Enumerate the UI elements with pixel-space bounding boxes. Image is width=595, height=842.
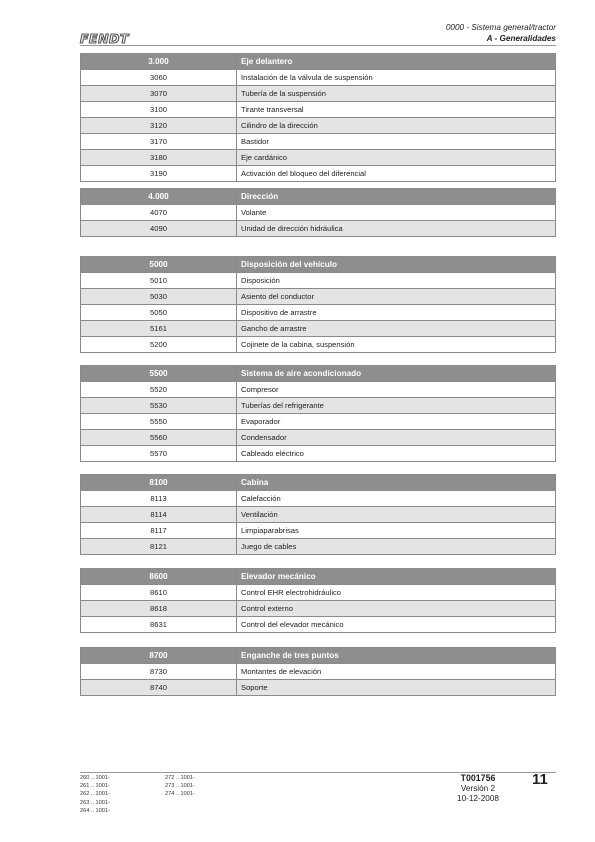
section-code: 4.000 bbox=[81, 189, 237, 205]
row-code: 5570 bbox=[81, 446, 237, 462]
row-description: Cilindro de la dirección bbox=[237, 118, 556, 134]
row-description: Control EHR electrohidráulico bbox=[237, 585, 556, 601]
row-description: Asiento del conductor bbox=[237, 289, 556, 305]
table-row bbox=[81, 221, 556, 237]
row-code: 4090 bbox=[81, 221, 237, 237]
row-code: 5050 bbox=[81, 305, 237, 321]
row-description: Bastidor bbox=[237, 134, 556, 150]
section-header-row bbox=[81, 54, 556, 70]
row-code: 8121 bbox=[81, 539, 237, 555]
table-row bbox=[81, 86, 556, 102]
row-description: Limpiaparabrisas bbox=[237, 523, 556, 539]
table-row bbox=[81, 414, 556, 430]
row-code: 8618 bbox=[81, 601, 237, 617]
row-code: 5560 bbox=[81, 430, 237, 446]
section-code: 8700 bbox=[81, 648, 237, 664]
row-description: Montantes de elevación bbox=[237, 664, 556, 680]
header-line-2: A - Generalidades bbox=[486, 34, 556, 43]
section-table bbox=[80, 188, 556, 237]
row-description: Condensador bbox=[237, 430, 556, 446]
row-code: 3100 bbox=[81, 102, 237, 118]
section-code: 5500 bbox=[81, 366, 237, 382]
table-row bbox=[81, 491, 556, 507]
section-header-row bbox=[81, 475, 556, 491]
model-range: 260 .. 1001- bbox=[80, 775, 110, 781]
row-code: 8730 bbox=[81, 664, 237, 680]
row-description: Control del elevador mecánico bbox=[237, 617, 556, 633]
row-description: Dispositivo de arrastre bbox=[237, 305, 556, 321]
table-row bbox=[81, 523, 556, 539]
table-row bbox=[81, 134, 556, 150]
footer-models-col-2 bbox=[165, 774, 195, 799]
row-description: Soporte bbox=[237, 680, 556, 696]
table-row bbox=[81, 446, 556, 462]
row-description: Gancho de arrastre bbox=[237, 321, 556, 337]
row-code: 5200 bbox=[81, 337, 237, 353]
table-row bbox=[81, 118, 556, 134]
row-code: 8113 bbox=[81, 491, 237, 507]
model-range: 274 .. 1001- bbox=[165, 791, 195, 798]
row-code: 4070 bbox=[81, 205, 237, 221]
row-description: Tirante transversal bbox=[237, 102, 556, 118]
table-row bbox=[81, 382, 556, 398]
table-row bbox=[81, 150, 556, 166]
table-row bbox=[81, 398, 556, 414]
table-row bbox=[81, 601, 556, 617]
row-code: 5530 bbox=[81, 398, 237, 414]
row-code: 3170 bbox=[81, 134, 237, 150]
table-row bbox=[81, 273, 556, 289]
table-row bbox=[81, 585, 556, 601]
row-code: 3120 bbox=[81, 118, 237, 134]
section-table bbox=[80, 568, 556, 633]
page-number: 11 bbox=[532, 771, 548, 788]
row-description: Eje cardánico bbox=[237, 150, 556, 166]
table-row bbox=[81, 289, 556, 305]
table-row bbox=[81, 166, 556, 182]
row-code: 5161 bbox=[81, 321, 237, 337]
row-description: Control externo bbox=[237, 601, 556, 617]
table-row bbox=[81, 507, 556, 523]
footer-doc-info bbox=[436, 773, 520, 805]
section-table bbox=[80, 365, 556, 462]
section-table bbox=[80, 256, 556, 353]
row-code: 3190 bbox=[81, 166, 237, 182]
table-row bbox=[81, 321, 556, 337]
row-code: 5010 bbox=[81, 273, 237, 289]
fendt-logo: FENDT bbox=[80, 31, 129, 46]
model-range: 262 .. 1001- bbox=[80, 791, 110, 798]
section-header-row bbox=[81, 257, 556, 273]
row-code: 5550 bbox=[81, 414, 237, 430]
doc-date: 10-12-2008 bbox=[457, 794, 499, 803]
row-code: 3070 bbox=[81, 86, 237, 102]
table-row bbox=[81, 430, 556, 446]
section-title: Disposición del vehículo bbox=[237, 257, 556, 273]
footer-models-col-1 bbox=[80, 774, 110, 815]
model-range: 272 .. 1001- bbox=[165, 775, 195, 781]
section-table bbox=[80, 53, 556, 182]
model-range: 261 .. 1001- bbox=[80, 783, 110, 790]
row-description: Instalación de la válvula de suspensión bbox=[237, 70, 556, 86]
section-title: Cabina bbox=[237, 475, 556, 491]
table-row bbox=[81, 617, 556, 633]
row-description: Calefacción bbox=[237, 491, 556, 507]
row-description: Juego de cables bbox=[237, 539, 556, 555]
row-code: 3180 bbox=[81, 150, 237, 166]
row-description: Unidad de dirección hidráulica bbox=[237, 221, 556, 237]
row-description: Tuberías del refrigerante bbox=[237, 398, 556, 414]
row-code: 3060 bbox=[81, 70, 237, 86]
row-code: 5030 bbox=[81, 289, 237, 305]
row-description: Ventilación bbox=[237, 507, 556, 523]
row-description: Disposición bbox=[237, 273, 556, 289]
row-code: 8740 bbox=[81, 680, 237, 696]
table-row bbox=[81, 680, 556, 696]
section-header-row bbox=[81, 189, 556, 205]
row-code: 8117 bbox=[81, 523, 237, 539]
row-description: Tubería de la suspensión bbox=[237, 86, 556, 102]
model-range: 264 .. 1001- bbox=[80, 807, 110, 814]
section-title: Dirección bbox=[237, 189, 556, 205]
table-row bbox=[81, 337, 556, 353]
table-row bbox=[81, 102, 556, 118]
row-description: Cojinete de la cabina, suspensión bbox=[237, 337, 556, 353]
section-code: 8600 bbox=[81, 569, 237, 585]
model-range: 273 .. 1001- bbox=[165, 783, 195, 790]
document-header bbox=[446, 22, 556, 44]
table-row bbox=[81, 539, 556, 555]
doc-code: T001756 bbox=[460, 773, 496, 783]
header-line-1: 0000 - Sistema general/tractor bbox=[445, 23, 556, 32]
table-row bbox=[81, 70, 556, 86]
section-title: Sistema de aire acondicionado bbox=[237, 366, 556, 382]
section-code: 8100 bbox=[81, 475, 237, 491]
section-header-row bbox=[81, 366, 556, 382]
header-divider bbox=[80, 45, 556, 46]
section-table bbox=[80, 647, 556, 696]
model-range: 263 .. 1001- bbox=[80, 799, 110, 806]
section-title: Eje delantero bbox=[237, 54, 556, 70]
section-header-row bbox=[81, 648, 556, 664]
table-row bbox=[81, 305, 556, 321]
section-code: 5000 bbox=[81, 257, 237, 273]
row-code: 8610 bbox=[81, 585, 237, 601]
section-header-row bbox=[81, 569, 556, 585]
section-code: 3.000 bbox=[81, 54, 237, 70]
row-description: Volante bbox=[237, 205, 556, 221]
section-title: Elevador mecánico bbox=[237, 569, 556, 585]
section-title: Enganche de tres puntos bbox=[237, 648, 556, 664]
table-row bbox=[81, 664, 556, 680]
row-description: Evaporador bbox=[237, 414, 556, 430]
row-description: Cableado eléctrico bbox=[237, 446, 556, 462]
row-code: 8631 bbox=[81, 617, 237, 633]
section-table bbox=[80, 474, 556, 555]
row-description: Activación del bloqueo del diferencial bbox=[237, 166, 556, 182]
table-row bbox=[81, 205, 556, 221]
doc-version: Versión 2 bbox=[460, 783, 496, 793]
row-code: 8114 bbox=[81, 507, 237, 523]
row-code: 5520 bbox=[81, 382, 237, 398]
row-description: Compresor bbox=[237, 382, 556, 398]
